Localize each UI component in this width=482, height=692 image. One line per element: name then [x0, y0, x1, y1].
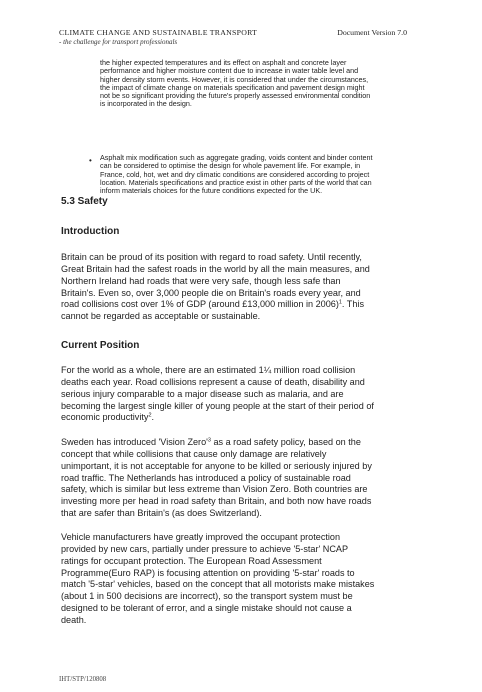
text-line: unimportant, it is not acceptable for anyone to be killed or seriously injured by [61, 460, 372, 471]
continuation-paragraph [100, 59, 370, 109]
text-line: can be considered to optimise the design for whole pavement life. For example, in [100, 161, 361, 171]
header-title: CLIMATE CHANGE AND SUSTAINABLE TRANSPORT [59, 28, 258, 37]
text-line: Asphalt mix modification such as aggregate grading, voids content and binder content [100, 153, 373, 162]
text-segment: . This [341, 299, 364, 310]
text-line: is incorporated in the design. [100, 99, 192, 109]
text-line: safety, which is similar but less extreme than Vision Zero. Both countries are [61, 484, 368, 495]
footnote-marker: 3 [207, 437, 211, 444]
footnote-marker: 2 [148, 412, 152, 419]
text-line: Northern Ireland had roads that were very safe, though less safe than [61, 275, 341, 286]
text-line: investing more per head in road safety than Britain, and both now have roads [61, 496, 372, 507]
text-line: becoming the largest single killer of young people at the start of their period of [61, 400, 374, 411]
text-line: For the world as a whole, there are an estimated 1¼ million road collision [61, 365, 356, 375]
text-line: deaths each year. Road collisions represent a cause of death, disability and [61, 376, 365, 387]
text-line [61, 437, 372, 449]
footnote-marker: 1 [338, 299, 342, 306]
text-line: death. [61, 614, 87, 625]
footer-code: IHT/STP/120808 [59, 676, 107, 683]
text-line: Programme(Euro RAP) is focusing attention on providing '5-star' roads to [61, 567, 355, 578]
text-line: ratings for occupant protection. The European Road Assessment [61, 555, 322, 566]
text-line: the higher expected temperatures and its effect on asphalt and concrete layer [100, 58, 347, 67]
text-line: serious injury comparable to a major disease such as malaria, and are [61, 388, 344, 399]
text-line: Britain can be proud of its position with regard to road safety. Until recently, [61, 252, 362, 262]
current-position-paragraph-1 [61, 365, 374, 424]
text-segment: economic productivity [61, 412, 149, 423]
document-version: Document Version 7.0 [337, 28, 407, 37]
text-line [61, 412, 374, 424]
current-position-heading: Current Position [61, 340, 140, 351]
text-line: concept that while collisions that cause only damage are relatively [61, 448, 327, 459]
text-line: inform materials choices for the future conditions expected for the UK. [100, 186, 323, 195]
text-line: cannot be regarded as acceptable or sustainable. [61, 311, 261, 322]
text-line: provided by new cars, partially under pressure to achieve '5-star' NCAP [61, 543, 349, 554]
text-line: designed to be tolerant of error, and a single mistake should not cause a [61, 603, 352, 614]
text-line: location. Materials specifications and practice exist in other parts of the world that can [100, 177, 372, 187]
text-segment: . [151, 412, 155, 423]
text-segment: road collisions cost over 1% of GDP (around £13,000 million in 2006) [61, 299, 339, 310]
text-line: performance and higher moisture content due to increase in water table level and [100, 66, 359, 76]
section-heading: 5.3 Safety [61, 196, 108, 207]
text-line: higher density storm events. However, it is considered that under the circumstances, [100, 74, 369, 84]
text-line [61, 299, 370, 311]
header-subtitle: - the challenge for transport professionals [59, 38, 178, 46]
text-line: Britain's. Even so, over 3,000 people die on Britain's roads every year, and [61, 287, 361, 298]
text-line: match '5-star' vehicles, based on the concept that all motorists make mistakes [61, 579, 375, 590]
text-line: road traffic. The Netherlands has introduced a policy of sustainable road [61, 472, 351, 483]
text-line: (about 1 in 500 decisions are incorrect), so the transport system must be [61, 591, 353, 602]
text-segment: as a road safety policy, based on the [210, 437, 361, 447]
current-position-paragraph-2 [61, 437, 372, 520]
bullet-paragraph [100, 154, 373, 195]
text-line: Great Britain had the safest roads in the world by all the main measures, and [61, 263, 370, 274]
text-line: Vehicle manufacturers have greatly improved the occupant protection [61, 532, 341, 542]
introduction-heading: Introduction [61, 226, 120, 237]
text-line: the impact of climate change on materials specification and pavement design might [100, 82, 365, 92]
bullet-icon: • [89, 156, 92, 165]
text-segment: Sweden has introduced 'Vision Zero' [61, 437, 208, 447]
introduction-paragraph [61, 252, 370, 323]
current-position-paragraph-3 [61, 532, 374, 627]
text-line: France, cold, hot, wet and dry climatic conditions are considered according to project [100, 169, 370, 179]
text-line: that are safer than Britain's (as does Switzerland). [61, 508, 262, 519]
text-line: not be so significant providing the future's properly assessed environmental condition [100, 91, 371, 100]
